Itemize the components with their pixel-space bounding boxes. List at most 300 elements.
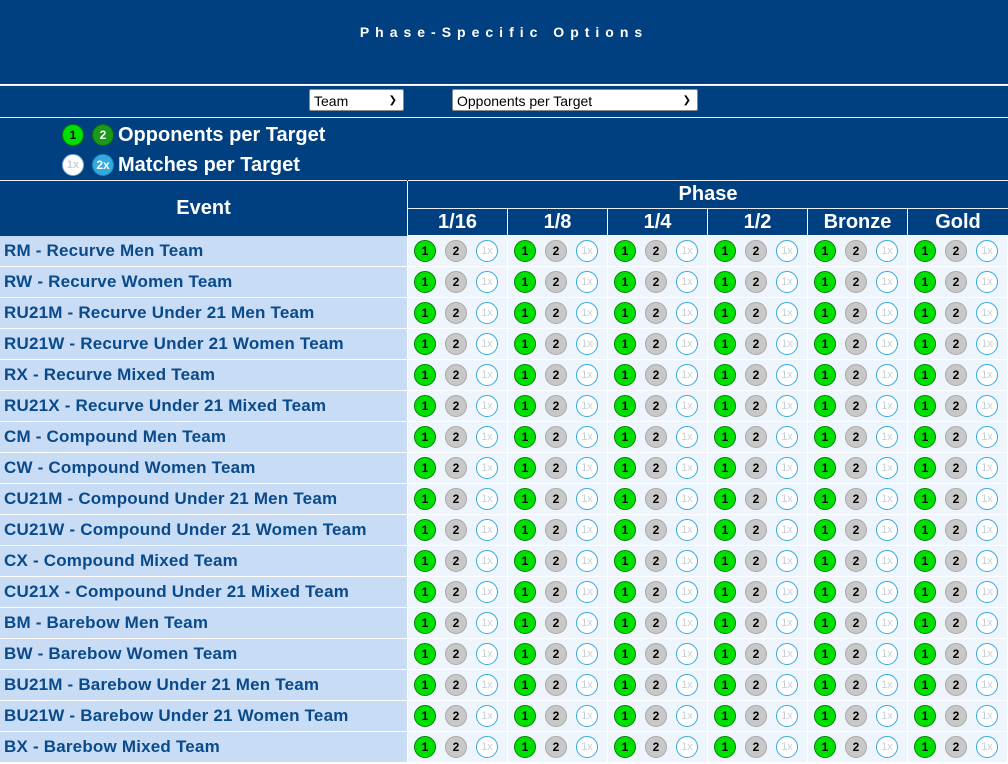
two-opponents-toggle[interactable]: 2 (545, 643, 567, 665)
two-opponents-toggle[interactable]: 2 (545, 240, 567, 262)
two-opponents-toggle[interactable]: 2 (545, 612, 567, 634)
two-opponents-toggle[interactable]: 2 (445, 736, 467, 758)
two-opponents-toggle[interactable]: 2 (945, 364, 967, 386)
two-opponents-toggle[interactable]: 2 (545, 488, 567, 510)
two-opponents-toggle[interactable]: 2 (845, 302, 867, 324)
matches-per-target-toggle[interactable]: 1x (776, 302, 798, 324)
two-opponents-toggle[interactable]: 2 (545, 581, 567, 603)
one-opponent-toggle[interactable]: 1 (814, 488, 836, 510)
matches-per-target-toggle[interactable]: 1x (676, 643, 698, 665)
two-opponents-toggle[interactable]: 2 (945, 736, 967, 758)
two-opponents-toggle[interactable]: 2 (845, 550, 867, 572)
one-opponent-toggle[interactable]: 1 (714, 240, 736, 262)
two-opponents-toggle[interactable]: 2 (545, 457, 567, 479)
matches-per-target-toggle[interactable]: 1x (876, 395, 898, 417)
matches-per-target-toggle[interactable]: 1x (976, 271, 998, 293)
one-opponent-toggle[interactable]: 1 (414, 736, 436, 758)
two-opponents-toggle[interactable]: 2 (545, 426, 567, 448)
two-opponents-toggle[interactable]: 2 (945, 395, 967, 417)
two-opponents-toggle[interactable]: 2 (645, 457, 667, 479)
matches-per-target-toggle[interactable]: 1x (876, 519, 898, 541)
two-opponents-toggle[interactable]: 2 (945, 612, 967, 634)
matches-per-target-toggle[interactable]: 1x (876, 550, 898, 572)
matches-per-target-toggle[interactable]: 1x (876, 488, 898, 510)
two-opponents-toggle[interactable]: 2 (845, 519, 867, 541)
one-opponent-toggle[interactable]: 1 (614, 581, 636, 603)
matches-per-target-toggle[interactable]: 1x (776, 333, 798, 355)
matches-per-target-toggle[interactable]: 1x (576, 395, 598, 417)
one-opponent-toggle[interactable]: 1 (914, 395, 936, 417)
one-opponent-toggle[interactable]: 1 (914, 302, 936, 324)
one-opponent-toggle[interactable]: 1 (514, 488, 536, 510)
matches-per-target-toggle[interactable]: 1x (776, 550, 798, 572)
two-opponents-toggle[interactable]: 2 (745, 612, 767, 634)
matches-per-target-toggle[interactable]: 1x (876, 674, 898, 696)
matches-per-target-toggle[interactable]: 1x (476, 271, 498, 293)
two-opponents-toggle[interactable]: 2 (645, 674, 667, 696)
one-opponent-toggle[interactable]: 1 (414, 426, 436, 448)
one-opponent-toggle[interactable]: 1 (914, 240, 936, 262)
one-opponent-toggle[interactable]: 1 (514, 612, 536, 634)
two-opponents-toggle[interactable]: 2 (545, 395, 567, 417)
two-opponents-toggle[interactable]: 2 (645, 736, 667, 758)
matches-per-target-toggle[interactable]: 1x (476, 302, 498, 324)
two-opponents-toggle[interactable]: 2 (745, 395, 767, 417)
team-type-select[interactable] (309, 89, 404, 111)
two-opponents-toggle[interactable]: 2 (645, 240, 667, 262)
one-opponent-toggle[interactable]: 1 (614, 736, 636, 758)
matches-per-target-toggle[interactable]: 1x (676, 271, 698, 293)
matches-per-target-toggle[interactable]: 1x (676, 581, 698, 603)
matches-per-target-toggle[interactable]: 1x (476, 395, 498, 417)
two-opponents-toggle[interactable]: 2 (945, 581, 967, 603)
one-opponent-toggle[interactable]: 1 (414, 612, 436, 634)
one-opponent-toggle[interactable]: 1 (814, 581, 836, 603)
matches-per-target-toggle[interactable]: 1x (676, 550, 698, 572)
one-opponent-toggle[interactable]: 1 (914, 612, 936, 634)
two-opponents-toggle[interactable]: 2 (945, 550, 967, 572)
matches-per-target-toggle[interactable]: 1x (976, 333, 998, 355)
one-opponent-toggle[interactable]: 1 (714, 364, 736, 386)
one-opponent-toggle[interactable]: 1 (614, 333, 636, 355)
one-opponent-toggle[interactable]: 1 (914, 271, 936, 293)
one-opponent-toggle[interactable]: 1 (714, 674, 736, 696)
two-opponents-toggle[interactable]: 2 (745, 705, 767, 727)
matches-per-target-toggle[interactable]: 1x (576, 271, 598, 293)
two-opponents-toggle[interactable]: 2 (745, 643, 767, 665)
one-opponent-toggle[interactable]: 1 (714, 271, 736, 293)
two-opponents-toggle[interactable]: 2 (645, 364, 667, 386)
matches-per-target-toggle[interactable]: 1x (576, 519, 598, 541)
two-opponents-toggle[interactable]: 2 (845, 240, 867, 262)
matches-per-target-toggle[interactable]: 1x (976, 643, 998, 665)
two-opponents-toggle[interactable]: 2 (545, 736, 567, 758)
two-opponents-toggle[interactable]: 2 (645, 395, 667, 417)
two-opponents-toggle[interactable]: 2 (445, 364, 467, 386)
one-opponent-toggle[interactable]: 1 (414, 364, 436, 386)
one-opponent-toggle[interactable]: 1 (614, 240, 636, 262)
two-opponents-toggle[interactable]: 2 (845, 736, 867, 758)
two-opponents-toggle[interactable]: 2 (845, 364, 867, 386)
two-opponents-toggle[interactable]: 2 (545, 302, 567, 324)
two-opponents-toggle[interactable]: 2 (745, 550, 767, 572)
matches-per-target-toggle[interactable]: 1x (576, 302, 598, 324)
two-opponents-toggle[interactable]: 2 (845, 581, 867, 603)
two-opponents-toggle[interactable]: 2 (945, 519, 967, 541)
two-opponents-toggle[interactable]: 2 (445, 457, 467, 479)
one-opponent-toggle[interactable]: 1 (414, 643, 436, 665)
matches-per-target-toggle[interactable]: 1x (576, 364, 598, 386)
one-opponent-toggle[interactable]: 1 (514, 426, 536, 448)
matches-per-target-toggle[interactable]: 1x (676, 488, 698, 510)
two-opponents-toggle[interactable]: 2 (745, 581, 767, 603)
one-opponent-toggle[interactable]: 1 (614, 674, 636, 696)
two-opponents-toggle[interactable]: 2 (845, 271, 867, 293)
one-opponent-toggle[interactable]: 1 (714, 302, 736, 324)
one-opponent-toggle[interactable]: 1 (814, 302, 836, 324)
one-opponent-toggle[interactable]: 1 (814, 736, 836, 758)
one-opponent-toggle[interactable]: 1 (614, 643, 636, 665)
one-opponent-toggle[interactable]: 1 (514, 643, 536, 665)
one-opponent-toggle[interactable]: 1 (714, 488, 736, 510)
one-opponent-toggle[interactable]: 1 (514, 364, 536, 386)
one-opponent-toggle[interactable]: 1 (514, 395, 536, 417)
two-opponents-toggle[interactable]: 2 (945, 674, 967, 696)
matches-per-target-toggle[interactable]: 1x (676, 612, 698, 634)
two-opponents-toggle[interactable]: 2 (445, 333, 467, 355)
one-opponent-toggle[interactable]: 1 (714, 736, 736, 758)
matches-per-target-toggle[interactable]: 1x (576, 736, 598, 758)
one-opponent-toggle[interactable]: 1 (414, 395, 436, 417)
one-opponent-toggle[interactable]: 1 (414, 550, 436, 572)
one-opponent-toggle[interactable]: 1 (814, 519, 836, 541)
matches-per-target-toggle[interactable]: 1x (976, 364, 998, 386)
one-opponent-toggle[interactable]: 1 (414, 581, 436, 603)
matches-per-target-toggle[interactable]: 1x (776, 736, 798, 758)
two-opponents-toggle[interactable]: 2 (545, 333, 567, 355)
two-opponents-toggle[interactable]: 2 (845, 643, 867, 665)
two-opponents-toggle[interactable]: 2 (945, 271, 967, 293)
matches-per-target-toggle[interactable]: 1x (976, 519, 998, 541)
one-opponent-toggle[interactable]: 1 (514, 240, 536, 262)
matches-per-target-toggle[interactable]: 1x (476, 426, 498, 448)
two-opponents-toggle[interactable]: 2 (445, 395, 467, 417)
matches-per-target-toggle[interactable]: 1x (876, 426, 898, 448)
two-opponents-toggle[interactable]: 2 (645, 302, 667, 324)
matches-per-target-toggle[interactable]: 1x (776, 674, 798, 696)
matches-per-target-toggle[interactable]: 1x (476, 240, 498, 262)
matches-per-target-toggle[interactable]: 1x (476, 488, 498, 510)
matches-per-target-toggle[interactable]: 1x (676, 395, 698, 417)
matches-per-target-toggle[interactable]: 1x (776, 519, 798, 541)
matches-per-target-toggle[interactable]: 1x (576, 674, 598, 696)
one-opponent-toggle[interactable]: 1 (914, 457, 936, 479)
one-opponent-toggle[interactable]: 1 (714, 519, 736, 541)
one-opponent-toggle[interactable]: 1 (914, 364, 936, 386)
two-opponents-toggle[interactable]: 2 (745, 364, 767, 386)
two-opponents-toggle[interactable]: 2 (445, 488, 467, 510)
matches-per-target-toggle[interactable]: 1x (676, 240, 698, 262)
matches-per-target-toggle[interactable]: 1x (776, 240, 798, 262)
one-opponent-toggle[interactable]: 1 (514, 674, 536, 696)
matches-per-target-toggle[interactable]: 1x (576, 643, 598, 665)
matches-per-target-toggle[interactable]: 1x (876, 364, 898, 386)
one-opponent-toggle[interactable]: 1 (614, 705, 636, 727)
matches-per-target-toggle[interactable]: 1x (476, 674, 498, 696)
matches-per-target-toggle[interactable]: 1x (776, 581, 798, 603)
one-opponent-toggle[interactable]: 1 (914, 736, 936, 758)
matches-per-target-toggle[interactable]: 1x (976, 457, 998, 479)
one-opponent-toggle[interactable]: 1 (814, 426, 836, 448)
one-opponent-toggle[interactable]: 1 (914, 674, 936, 696)
matches-per-target-toggle[interactable]: 1x (476, 364, 498, 386)
one-opponent-toggle[interactable]: 1 (614, 612, 636, 634)
one-opponent-toggle[interactable]: 1 (714, 612, 736, 634)
two-opponents-toggle[interactable]: 2 (945, 302, 967, 324)
two-opponents-toggle[interactable]: 2 (445, 240, 467, 262)
one-opponent-toggle[interactable]: 1 (514, 333, 536, 355)
one-opponent-toggle[interactable]: 1 (714, 333, 736, 355)
one-opponent-toggle[interactable]: 1 (814, 674, 836, 696)
matches-per-target-toggle[interactable]: 1x (976, 240, 998, 262)
two-opponents-toggle[interactable]: 2 (645, 581, 667, 603)
two-opponents-toggle[interactable]: 2 (645, 519, 667, 541)
two-opponents-toggle[interactable]: 2 (745, 736, 767, 758)
matches-per-target-toggle[interactable]: 1x (876, 705, 898, 727)
matches-per-target-toggle[interactable]: 1x (576, 240, 598, 262)
one-opponent-toggle[interactable]: 1 (914, 333, 936, 355)
matches-per-target-toggle[interactable]: 1x (976, 426, 998, 448)
two-opponents-toggle[interactable]: 2 (845, 612, 867, 634)
matches-per-target-toggle[interactable]: 1x (776, 395, 798, 417)
matches-per-target-toggle[interactable]: 1x (476, 736, 498, 758)
one-opponent-toggle[interactable]: 1 (514, 519, 536, 541)
matches-per-target-toggle[interactable]: 1x (476, 519, 498, 541)
matches-per-target-toggle[interactable]: 1x (676, 519, 698, 541)
two-opponents-toggle[interactable]: 2 (845, 395, 867, 417)
matches-per-target-toggle[interactable]: 1x (676, 457, 698, 479)
matches-per-target-toggle[interactable]: 1x (576, 333, 598, 355)
two-opponents-toggle[interactable]: 2 (945, 643, 967, 665)
one-opponent-toggle[interactable]: 1 (814, 643, 836, 665)
one-opponent-toggle[interactable]: 1 (614, 550, 636, 572)
two-opponents-toggle[interactable]: 2 (745, 519, 767, 541)
one-opponent-toggle[interactable]: 1 (514, 271, 536, 293)
matches-per-target-toggle[interactable]: 1x (876, 581, 898, 603)
two-opponents-toggle[interactable]: 2 (845, 488, 867, 510)
matches-per-target-toggle[interactable]: 1x (776, 612, 798, 634)
matches-per-target-toggle[interactable]: 1x (576, 426, 598, 448)
one-opponent-toggle[interactable]: 1 (614, 457, 636, 479)
matches-per-target-toggle[interactable]: 1x (676, 426, 698, 448)
one-opponent-toggle[interactable]: 1 (914, 519, 936, 541)
one-opponent-toggle[interactable]: 1 (414, 240, 436, 262)
matches-per-target-toggle[interactable]: 1x (976, 612, 998, 634)
one-opponent-toggle[interactable]: 1 (714, 581, 736, 603)
one-opponent-toggle[interactable]: 1 (814, 364, 836, 386)
matches-per-target-toggle[interactable]: 1x (676, 364, 698, 386)
matches-per-target-toggle[interactable]: 1x (776, 426, 798, 448)
matches-per-target-toggle[interactable]: 1x (576, 581, 598, 603)
one-opponent-toggle[interactable]: 1 (514, 581, 536, 603)
one-opponent-toggle[interactable]: 1 (814, 457, 836, 479)
two-opponents-toggle[interactable]: 2 (545, 271, 567, 293)
two-opponents-toggle[interactable]: 2 (845, 426, 867, 448)
matches-per-target-toggle[interactable]: 1x (576, 612, 598, 634)
two-opponents-toggle[interactable]: 2 (745, 333, 767, 355)
two-opponents-toggle[interactable]: 2 (545, 705, 567, 727)
one-opponent-toggle[interactable]: 1 (414, 333, 436, 355)
matches-per-target-toggle[interactable]: 1x (476, 550, 498, 572)
two-opponents-toggle[interactable]: 2 (845, 457, 867, 479)
two-opponents-toggle[interactable]: 2 (945, 488, 967, 510)
one-opponent-toggle[interactable]: 1 (614, 426, 636, 448)
one-opponent-toggle[interactable]: 1 (414, 457, 436, 479)
two-opponents-toggle[interactable]: 2 (445, 705, 467, 727)
matches-per-target-toggle[interactable]: 1x (776, 364, 798, 386)
one-opponent-toggle[interactable]: 1 (614, 519, 636, 541)
one-opponent-toggle[interactable]: 1 (414, 271, 436, 293)
matches-per-target-toggle[interactable]: 1x (576, 705, 598, 727)
one-opponent-toggle[interactable]: 1 (914, 643, 936, 665)
two-opponents-toggle[interactable]: 2 (945, 457, 967, 479)
two-opponents-toggle[interactable]: 2 (645, 705, 667, 727)
one-opponent-toggle[interactable]: 1 (414, 488, 436, 510)
one-opponent-toggle[interactable]: 1 (614, 488, 636, 510)
matches-per-target-toggle[interactable]: 1x (876, 333, 898, 355)
two-opponents-toggle[interactable]: 2 (645, 426, 667, 448)
one-opponent-toggle[interactable]: 1 (914, 426, 936, 448)
two-opponents-toggle[interactable]: 2 (745, 457, 767, 479)
one-opponent-toggle[interactable]: 1 (814, 705, 836, 727)
two-opponents-toggle[interactable]: 2 (645, 550, 667, 572)
two-opponents-toggle[interactable]: 2 (645, 643, 667, 665)
two-opponents-toggle[interactable]: 2 (545, 550, 567, 572)
one-opponent-toggle[interactable]: 1 (814, 240, 836, 262)
matches-per-target-toggle[interactable]: 1x (576, 550, 598, 572)
matches-per-target-toggle[interactable]: 1x (776, 488, 798, 510)
two-opponents-toggle[interactable]: 2 (745, 674, 767, 696)
one-opponent-toggle[interactable]: 1 (914, 705, 936, 727)
two-opponents-toggle[interactable]: 2 (845, 674, 867, 696)
two-opponents-toggle[interactable]: 2 (945, 426, 967, 448)
matches-per-target-toggle[interactable]: 1x (976, 736, 998, 758)
option-select[interactable] (452, 89, 698, 111)
two-opponents-toggle[interactable]: 2 (445, 643, 467, 665)
matches-per-target-toggle[interactable]: 1x (976, 581, 998, 603)
matches-per-target-toggle[interactable]: 1x (876, 612, 898, 634)
matches-per-target-toggle[interactable]: 1x (876, 302, 898, 324)
one-opponent-toggle[interactable]: 1 (614, 364, 636, 386)
matches-per-target-toggle[interactable]: 1x (676, 333, 698, 355)
matches-per-target-toggle[interactable]: 1x (476, 333, 498, 355)
one-opponent-toggle[interactable]: 1 (614, 302, 636, 324)
two-opponents-toggle[interactable]: 2 (745, 426, 767, 448)
one-opponent-toggle[interactable]: 1 (814, 550, 836, 572)
two-opponents-toggle[interactable]: 2 (445, 271, 467, 293)
two-opponents-toggle[interactable]: 2 (545, 674, 567, 696)
one-opponent-toggle[interactable]: 1 (714, 457, 736, 479)
one-opponent-toggle[interactable]: 1 (714, 705, 736, 727)
two-opponents-toggle[interactable]: 2 (945, 240, 967, 262)
matches-per-target-toggle[interactable]: 1x (476, 457, 498, 479)
one-opponent-toggle[interactable]: 1 (514, 302, 536, 324)
two-opponents-toggle[interactable]: 2 (445, 674, 467, 696)
matches-per-target-toggle[interactable]: 1x (676, 736, 698, 758)
two-opponents-toggle[interactable]: 2 (545, 519, 567, 541)
one-opponent-toggle[interactable]: 1 (414, 674, 436, 696)
one-opponent-toggle[interactable]: 1 (614, 271, 636, 293)
matches-per-target-toggle[interactable]: 1x (776, 457, 798, 479)
matches-per-target-toggle[interactable]: 1x (776, 271, 798, 293)
one-opponent-toggle[interactable]: 1 (714, 426, 736, 448)
matches-per-target-toggle[interactable]: 1x (476, 581, 498, 603)
one-opponent-toggle[interactable]: 1 (414, 705, 436, 727)
two-opponents-toggle[interactable]: 2 (445, 426, 467, 448)
one-opponent-toggle[interactable]: 1 (714, 643, 736, 665)
one-opponent-toggle[interactable]: 1 (814, 333, 836, 355)
matches-per-target-toggle[interactable]: 1x (776, 705, 798, 727)
two-opponents-toggle[interactable]: 2 (545, 364, 567, 386)
matches-per-target-toggle[interactable]: 1x (576, 457, 598, 479)
matches-per-target-toggle[interactable]: 1x (676, 705, 698, 727)
matches-per-target-toggle[interactable]: 1x (876, 240, 898, 262)
two-opponents-toggle[interactable]: 2 (845, 333, 867, 355)
one-opponent-toggle[interactable]: 1 (514, 457, 536, 479)
two-opponents-toggle[interactable]: 2 (445, 612, 467, 634)
matches-per-target-toggle[interactable]: 1x (676, 674, 698, 696)
one-opponent-toggle[interactable]: 1 (614, 395, 636, 417)
matches-per-target-toggle[interactable]: 1x (976, 395, 998, 417)
two-opponents-toggle[interactable]: 2 (745, 240, 767, 262)
two-opponents-toggle[interactable]: 2 (745, 271, 767, 293)
matches-per-target-toggle[interactable]: 1x (976, 674, 998, 696)
one-opponent-toggle[interactable]: 1 (714, 550, 736, 572)
one-opponent-toggle[interactable]: 1 (414, 519, 436, 541)
matches-per-target-toggle[interactable]: 1x (876, 457, 898, 479)
matches-per-target-toggle[interactable]: 1x (976, 488, 998, 510)
matches-per-target-toggle[interactable]: 1x (576, 488, 598, 510)
two-opponents-toggle[interactable]: 2 (445, 519, 467, 541)
matches-per-target-toggle[interactable]: 1x (676, 302, 698, 324)
one-opponent-toggle[interactable]: 1 (914, 581, 936, 603)
two-opponents-toggle[interactable]: 2 (645, 333, 667, 355)
one-opponent-toggle[interactable]: 1 (514, 550, 536, 572)
two-opponents-toggle[interactable]: 2 (745, 488, 767, 510)
matches-per-target-toggle[interactable]: 1x (876, 271, 898, 293)
two-opponents-toggle[interactable]: 2 (945, 705, 967, 727)
matches-per-target-toggle[interactable]: 1x (976, 302, 998, 324)
one-opponent-toggle[interactable]: 1 (814, 395, 836, 417)
two-opponents-toggle[interactable]: 2 (945, 333, 967, 355)
one-opponent-toggle[interactable]: 1 (814, 271, 836, 293)
one-opponent-toggle[interactable]: 1 (714, 395, 736, 417)
one-opponent-toggle[interactable]: 1 (914, 488, 936, 510)
two-opponents-toggle[interactable]: 2 (445, 302, 467, 324)
two-opponents-toggle[interactable]: 2 (645, 488, 667, 510)
two-opponents-toggle[interactable]: 2 (445, 550, 467, 572)
one-opponent-toggle[interactable]: 1 (914, 550, 936, 572)
matches-per-target-toggle[interactable]: 1x (476, 612, 498, 634)
matches-per-target-toggle[interactable]: 1x (476, 705, 498, 727)
matches-per-target-toggle[interactable]: 1x (976, 705, 998, 727)
two-opponents-toggle[interactable]: 2 (845, 705, 867, 727)
matches-per-target-toggle[interactable]: 1x (776, 643, 798, 665)
two-opponents-toggle[interactable]: 2 (445, 581, 467, 603)
one-opponent-toggle[interactable]: 1 (514, 705, 536, 727)
two-opponents-toggle[interactable]: 2 (745, 302, 767, 324)
one-opponent-toggle[interactable]: 1 (414, 302, 436, 324)
